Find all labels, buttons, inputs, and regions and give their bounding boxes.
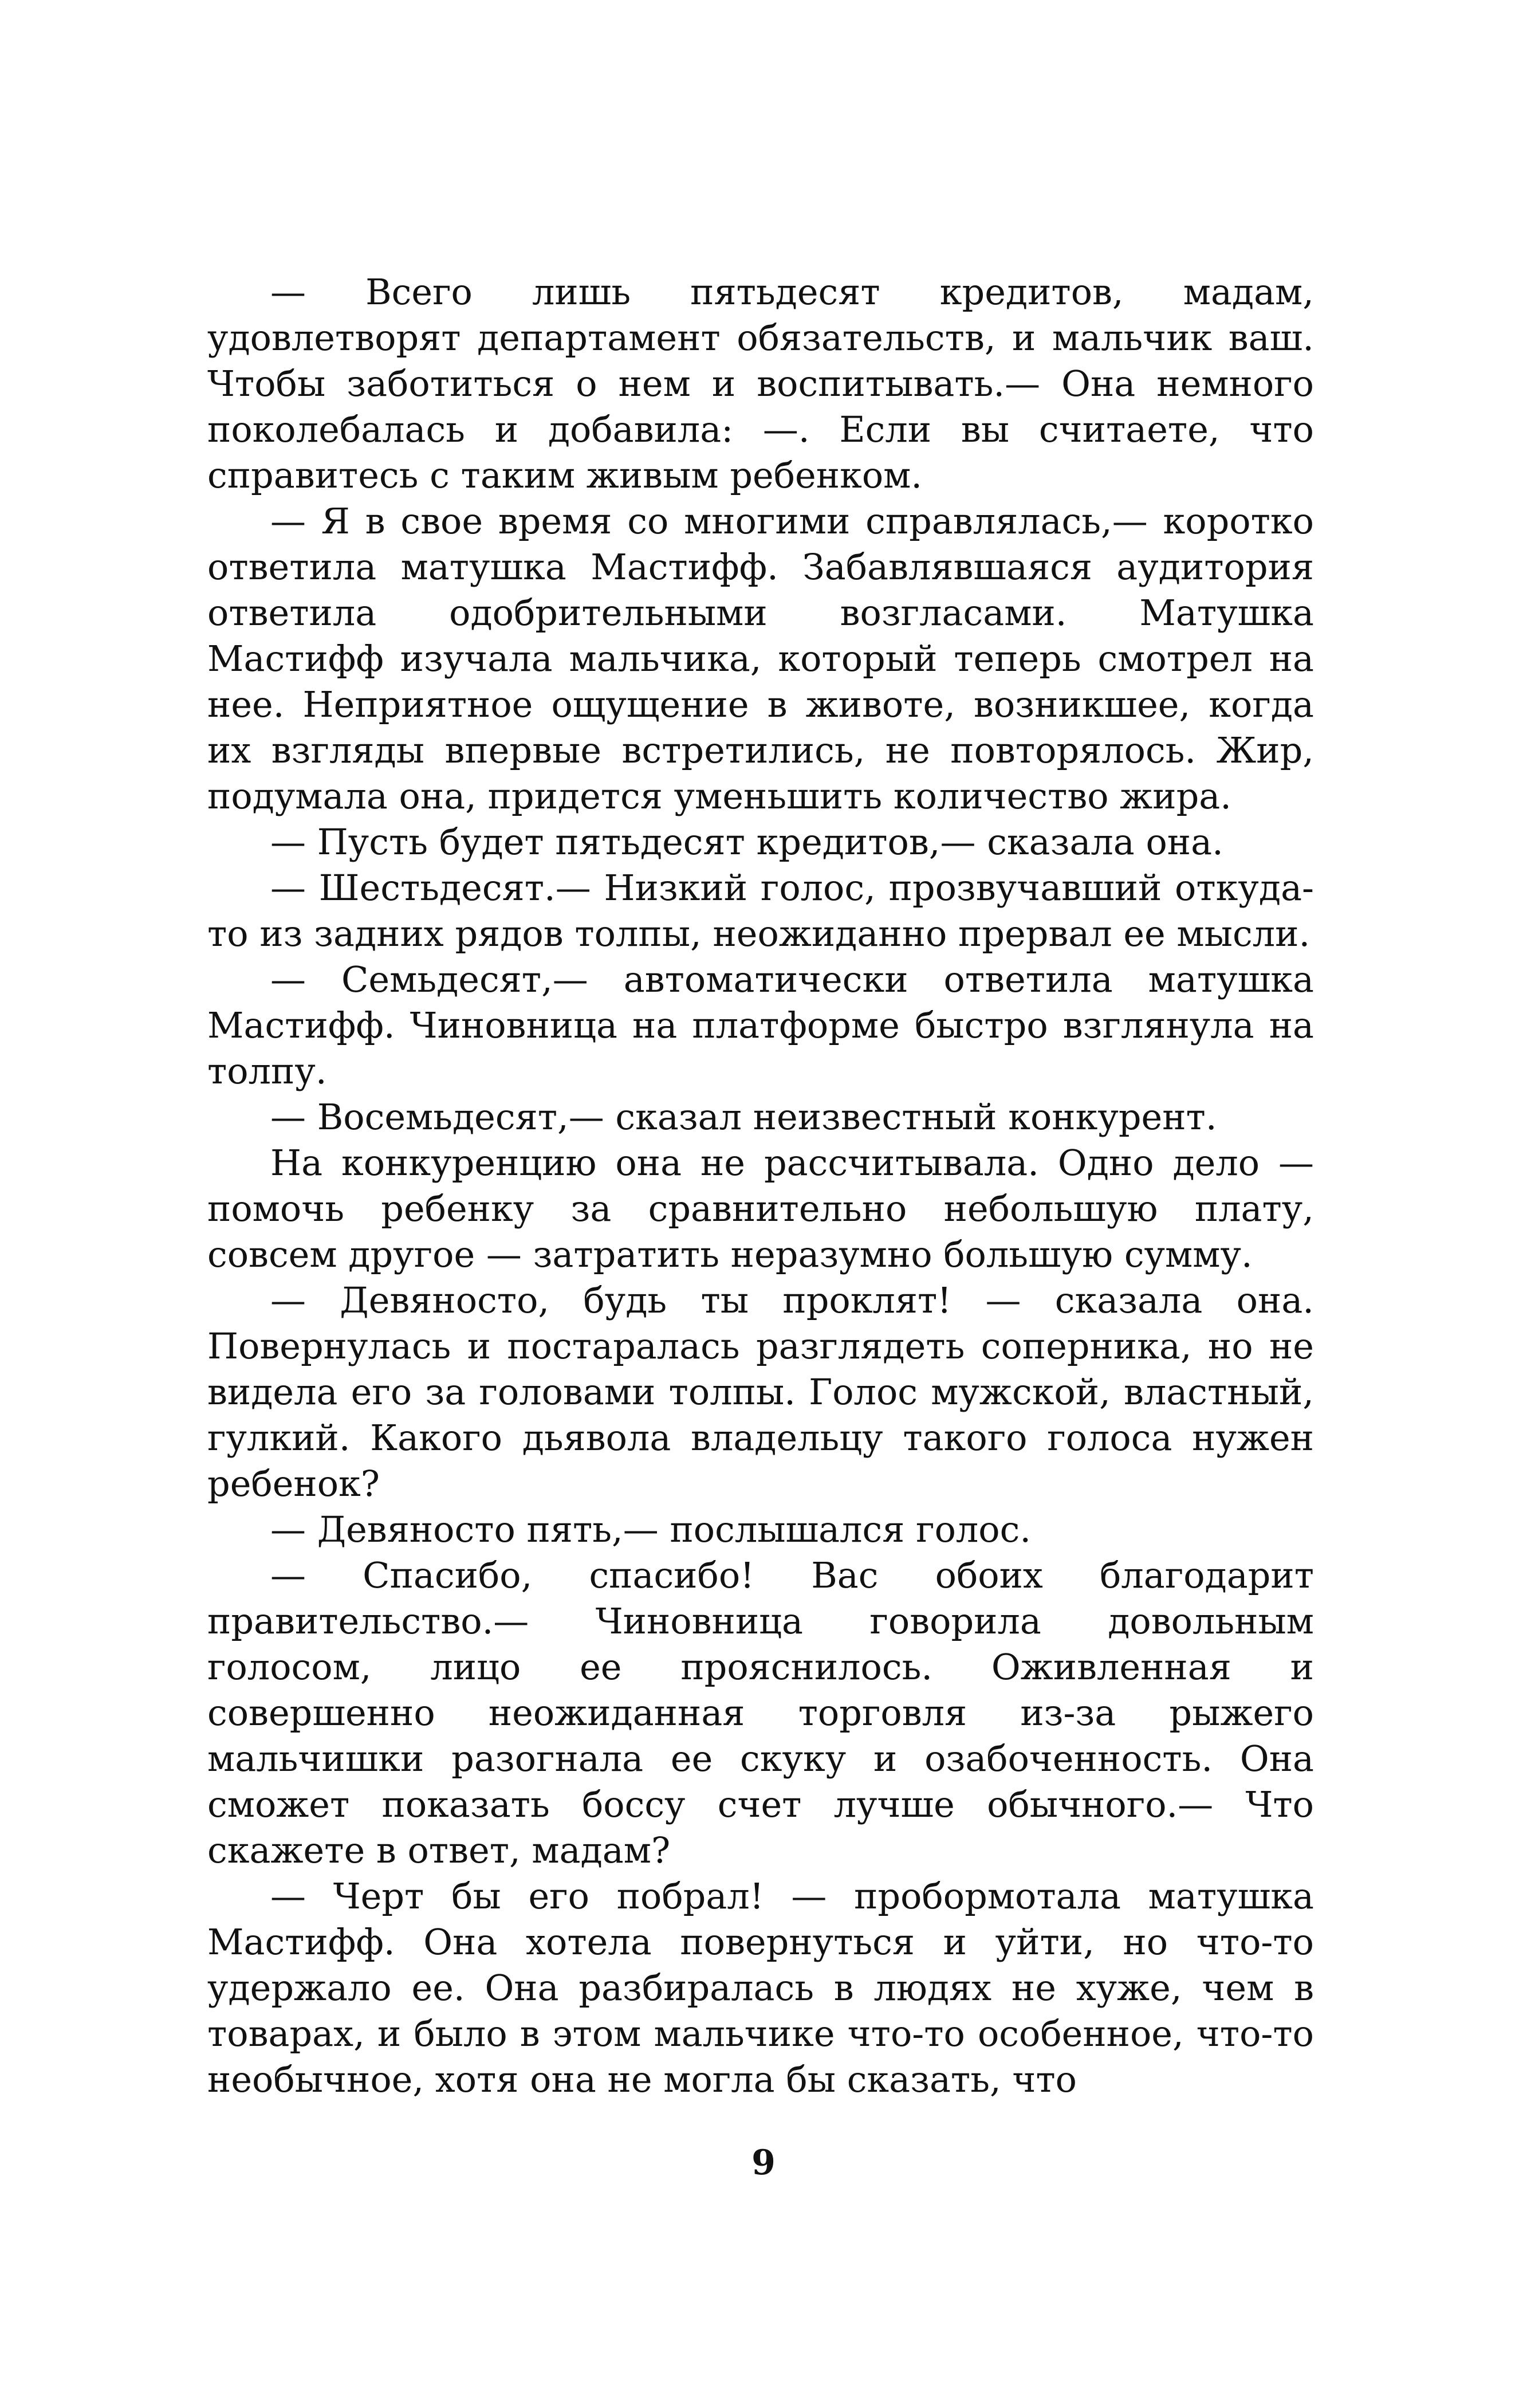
paragraph-4: — Шестьдесят.— Низкий голос, прозвучавший откуда-то из задних рядов толпы, неожиданно прервал ее мысли. [207, 867, 1314, 954]
paragraph-9: — Девяносто пять,— послышался голос. [270, 1509, 1032, 1550]
paragraph-3: — Пусть будет пятьдесят кредитов,— сказала она. [270, 821, 1223, 863]
paragraph-5: — Семьдесят,— автоматически ответила матушка Мастифф. Чиновница на платформе быстро взглянула на толпу. [207, 959, 1314, 1092]
body-text [207, 269, 1314, 2103]
paragraph-1: — Всего лишь пятьдесят кредитов, мадам, удовлетворят департамент обязательств, и мальчик ваш. Чтобы заботиться о нем и воспитывать.— Она немного поколебалась и добавила: —. Если вы считаете, что справитесь с таким живым ребенком. [207, 271, 1314, 496]
paragraph-2: — Я в свое время со многими справлялась,— коротко ответила матушка Мастифф. Забавлявшаяся аудитория ответила одобрительными возгласами. Матушка Мастифф изучала мальчика, который теперь смотрел на нее. Неприятное ощущение в животе, возникшее, когда их взгляды впервые встретились, не повторялось. Жир, подумала она, придется уменьшить количество жира. [207, 500, 1314, 817]
page-number: 9 [751, 2143, 776, 2183]
paragraph-7: На конкуренцию она не рассчитывала. Одно дело — помочь ребенку за сравнительно небольшую плату, совсем другое — затратить неразумно большую сумму. [207, 1142, 1314, 1275]
paragraph-8: — Девяносто, будь ты проклят! — сказала она. Повернулась и постаралась разглядеть соперника, но не видела его за головами толпы. Голос мужской, властный, гулкий. Какого дьявола владельцу такого голоса нужен ребенок? [207, 1279, 1314, 1504]
paragraph-11: — Черт бы его побрал! — пробормотала матушка Мастифф. Она хотела повернуться и уйти, но что-то удержало ее. Она разбиралась в людях не хуже, чем в товарах, и было в этом мальчике что-то особенное, что-то необычное, хотя она не могла бы сказать, что [207, 1875, 1314, 2100]
paragraph-10: — Спасибо, спасибо! Вас обоих благодарит правительство.— Чиновница говорила довольным голосом, лицо ее прояснилось. Оживленная и совершенно неожиданная торговля из-за рыжего мальчишки разогнала ее скуку и озабоченность. Она сможет показать боссу счет лучше обычного.— Что скажете в ответ, мадам? [207, 1554, 1314, 1871]
paragraph-6: — Восемьдесят,— сказал неизвестный конкурент. [270, 1096, 1217, 1138]
